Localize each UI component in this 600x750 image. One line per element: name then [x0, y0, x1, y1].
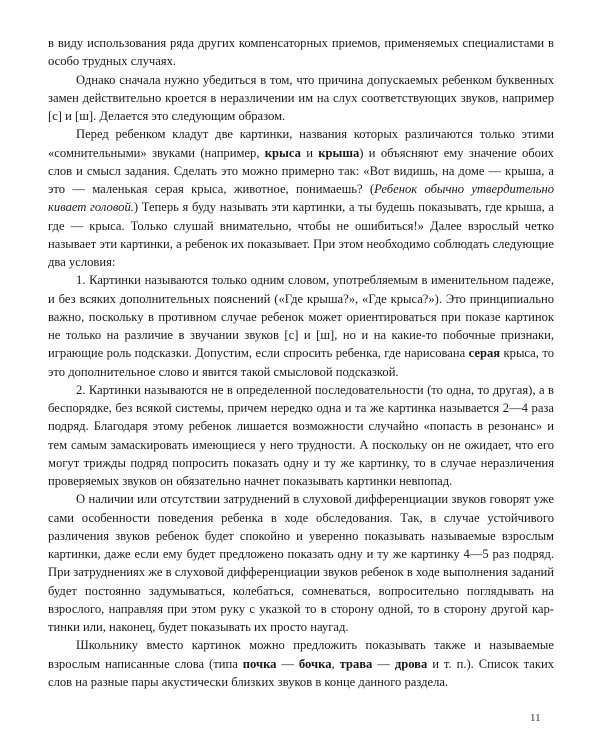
bold-term: крыса — [264, 145, 301, 160]
text-run: Школьнику вместо картинок можно предложить показывать также и называемые взрослым написанные слова (типа — [48, 638, 554, 671]
italic-remark: Ребенок обычно утвердительно кивает головой. — [48, 182, 554, 215]
paragraph-condition-1 — [48, 271, 554, 381]
bold-term: крыша — [318, 145, 360, 160]
text-run: и — [300, 145, 319, 160]
bold-term: бочка — [298, 656, 332, 671]
text-run: и т. п.). Список таких слов на разные пары акустически близких звуков в конце данного раздела. — [48, 656, 554, 689]
paragraph-behavior — [48, 490, 554, 636]
paragraph-condition-2 — [48, 381, 554, 491]
text-run: , — [331, 656, 340, 671]
paragraph-verification — [48, 71, 554, 126]
bold-term: серая — [468, 346, 501, 361]
bold-term: дрова — [394, 656, 428, 671]
text-run: Однако сначала нужно убедиться в том, что причина допускаемых ребенком буквенных замен действительно кроется в неразличении им на слух соответствующих звуков, например [с] и [ш]. Делается это следующим образом. — [48, 72, 554, 123]
page-number: 11 — [530, 712, 541, 724]
bold-term: трава — [339, 656, 373, 671]
text-run: 1. Картинки называются только одним словом, употребляемым в именительном падеже, и без всяких дополнительных пояснений («Где крыша?», «Где крыса?»). Это принципиально важно, поскольку в противном случае ребенок может ориентироваться при показе картинок не только на различие в звучании звуков [с] и [ш], но и на какие-то побочные признаки, играющие роль подсказки. Допустим, если спросить ребенка, где нарисована — [48, 273, 554, 361]
text-run: ) Теперь я буду называть эти картинки, а ты будешь показывать, где крыша, а где — крыса. Только слушай внимательно, чтобы не ошибиться!» Далее взрослый четко называет эти картинки, а ребенок их показывает. При этом необходимо соблюдать следующие два условия: — [48, 200, 555, 269]
text-run: крыса, то это дополнительное слово и явится такой смысловой подсказкой. — [48, 346, 554, 379]
paragraph-schoolchild — [48, 636, 554, 691]
text-run: Перед ребенком кладут две картинки, названия которых различаются только этими «сомнительными» звуками (например, — [48, 127, 554, 160]
paragraph-procedure — [48, 125, 554, 271]
text-run: — — [372, 656, 395, 671]
body-text — [48, 34, 554, 691]
paragraph-continuation — [48, 34, 554, 71]
bold-term: почка — [242, 656, 277, 671]
text-run: О наличии или отсутствии затруднений в слуховой дифференциации звуков говорят уже сами особенности поведения ребенка в ходе обследования. Так, в случае устойчивого различения звуков ребенок будет спокойно и уверенно показывать называемые взрослым картинки, даже если ему будет предложено показать одну и ту же картинку 4—5 раз подряд. При затруднениях же в слуховой дифференциации звуков ребенок в ходе выполнения заданий будет постоянно задумываться, колебаться, сомневаться, вопросительно поглядывать на взрослого, направляя при этом руку с указкой то в сторону одной, то в сторону другой картинки или, наконец, будет показывать их просто наугад. — [48, 492, 554, 634]
text-run: — — [276, 656, 299, 671]
text-run: 2. Картинки называются не в определенной последовательности (то одна, то другая), а в беспорядке, без всякой системы, причем нередко одна и та же картинка называется 2—4 раза подряд. Благодаря этому ребенок лишается возможности случайно «попасть в резонанс» и тем самым замаскировать имеющиеся у него трудности. А поскольку он не ожидает, что его могут трижды подряд попросить показать одну и ту же картинку, то в случае неразличения проверяемых звуков он обязательно начнет показывать картинки невпопад. — [48, 382, 554, 488]
text-run: ) и объясняют ему значение обоих слов и смысл задания. Сделать это можно примерно так: «Вот видишь, на доме — крыша, а это — маленькая серая крыса, животное, понимаешь? ( — [48, 145, 554, 196]
text-run: в виду использования ряда других компенсаторных приемов, применяемых специалистами в особо трудных случаях. — [48, 36, 554, 69]
